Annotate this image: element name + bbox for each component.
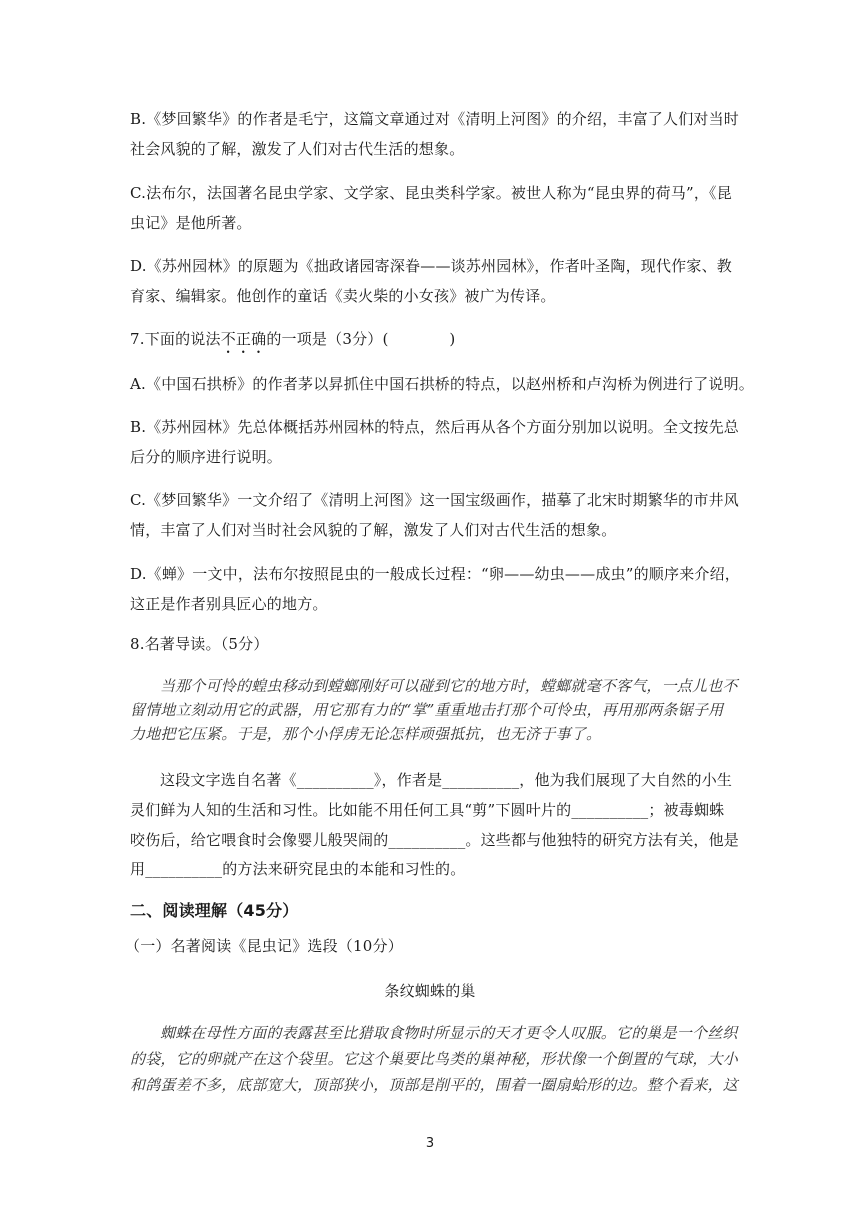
section-heading: 二、阅读理解（45分） (130, 901, 299, 920)
passage-line1: 蜘蛛在母性方面的表露甚至比猎取食物时所显示的天才更令人叹服。它的巢是一个丝织 (160, 1024, 738, 1042)
passage-line3: 和鸽蛋差不多，底部宽大，顶部狭小，顶部是削平的，围着一圈扇蛤形的边。整个看来，这 (130, 1076, 739, 1094)
q8-paragraph-line2: 灵们鲜为人知的生活和习性。比如能不用任何工具“剪”下圆叶片的__________；被毒蜘蛛 (130, 801, 725, 819)
q6-option-c-line2: 虫记》是他所著。 (130, 214, 252, 232)
q8-paragraph-line4: 用__________的方法来研究昆虫的本能和习性的。 (130, 860, 466, 878)
q7-stem-pre: 7.下面的说法 (130, 330, 221, 348)
q8-stem: 8.名著导读。（5分） (130, 635, 269, 653)
q7-option-c-line2: 情，丰富了人们对当时社会风貌的了解，激发了人们对古代生活的想象。 (130, 521, 617, 539)
q6-option-c-line1: C.法布尔，法国著名昆虫学家、文学家、昆虫类科学家。被世人称为“昆虫界的荷马”，《昆 (130, 184, 732, 202)
q8-excerpt-line1: 当那个可怜的蝗虫移动到螳螂刚好可以碰到它的地方时，螳螂就毫不客气，一点儿也不 (160, 677, 738, 695)
q6-option-d-line1: D.《苏州园林》的原题为《拙政诸园寄深眷——谈苏州园林》，作者叶圣陶，现代作家、教 (130, 257, 732, 275)
q7-stem-emphasis: 不正确 (220, 330, 267, 348)
q7-stem (130, 328, 455, 357)
page-number: 3 (425, 1136, 435, 1151)
q8-excerpt-line2: 留情地立刻动用它的武器，用它那有力的“掌”重重地击打那个可怜虫，再用那两条锯子用 (130, 701, 724, 719)
passage-title: 条纹蜘蛛的巢 (384, 982, 476, 1000)
q7-option-a: A.《中国石拱桥》的作者茅以昇抓住中国石拱桥的特点，以赵州桥和卢沟桥为例进行了说明。 (130, 375, 755, 393)
q6-option-b-line2: 社会风貌的了解，激发了人们对古代生活的想象。 (130, 140, 465, 158)
q8-paragraph-line1: 这段文字选自名著《__________》，作者是__________，他为我们展现了大自然的小生 (160, 771, 733, 789)
q8-paragraph-line3: 咬伤后，给它喂食时会像婴儿般哭闹的__________。这些都与他独特的研究方法有关，他是 (130, 831, 740, 849)
section-subheading: （一）名著阅读《昆虫记》选段（10分） (125, 937, 403, 955)
q8-excerpt-line3: 力地把它压紧。于是，那个小俘虏无论怎样顽强抵抗，也无济于事了。 (130, 725, 602, 743)
q7-option-b-line1: B.《苏州园林》先总体概括苏州园林的特点，然后再从各个方面分别加以说明。全文按先总 (130, 418, 739, 436)
q6-option-b-line1: B.《梦回繁华》的作者是毛宁，这篇文章通过对《清明上河图》的介绍，丰富了人们对当时 (130, 110, 739, 128)
q7-option-d-line1: D.《蝉》一文中，法布尔按照昆虫的一般成长过程：“卵——幼虫——成虫”的顺序来介绍， (130, 565, 741, 583)
q7-stem-post: 的一项是（3分）( ) (266, 330, 456, 348)
q7-option-d-line2: 这正是作者别具匠心的地方。 (130, 595, 328, 613)
q6-option-d-line2: 育家、编辑家。他创作的童话《卖火柴的小女孩》被广为传译。 (130, 287, 556, 305)
q7-option-b-line2: 后分的顺序进行说明。 (130, 448, 283, 466)
passage-line2: 的袋，它的卵就产在这个袋里。它这个巢要比鸟类的巢神秘，形状像一个倒置的气球，大小 (130, 1050, 739, 1068)
q7-option-c-line1: C.《梦回繁华》一文介绍了《清明上河图》这一国宝级画作，描摹了北宋时期繁华的市井风 (130, 491, 739, 509)
